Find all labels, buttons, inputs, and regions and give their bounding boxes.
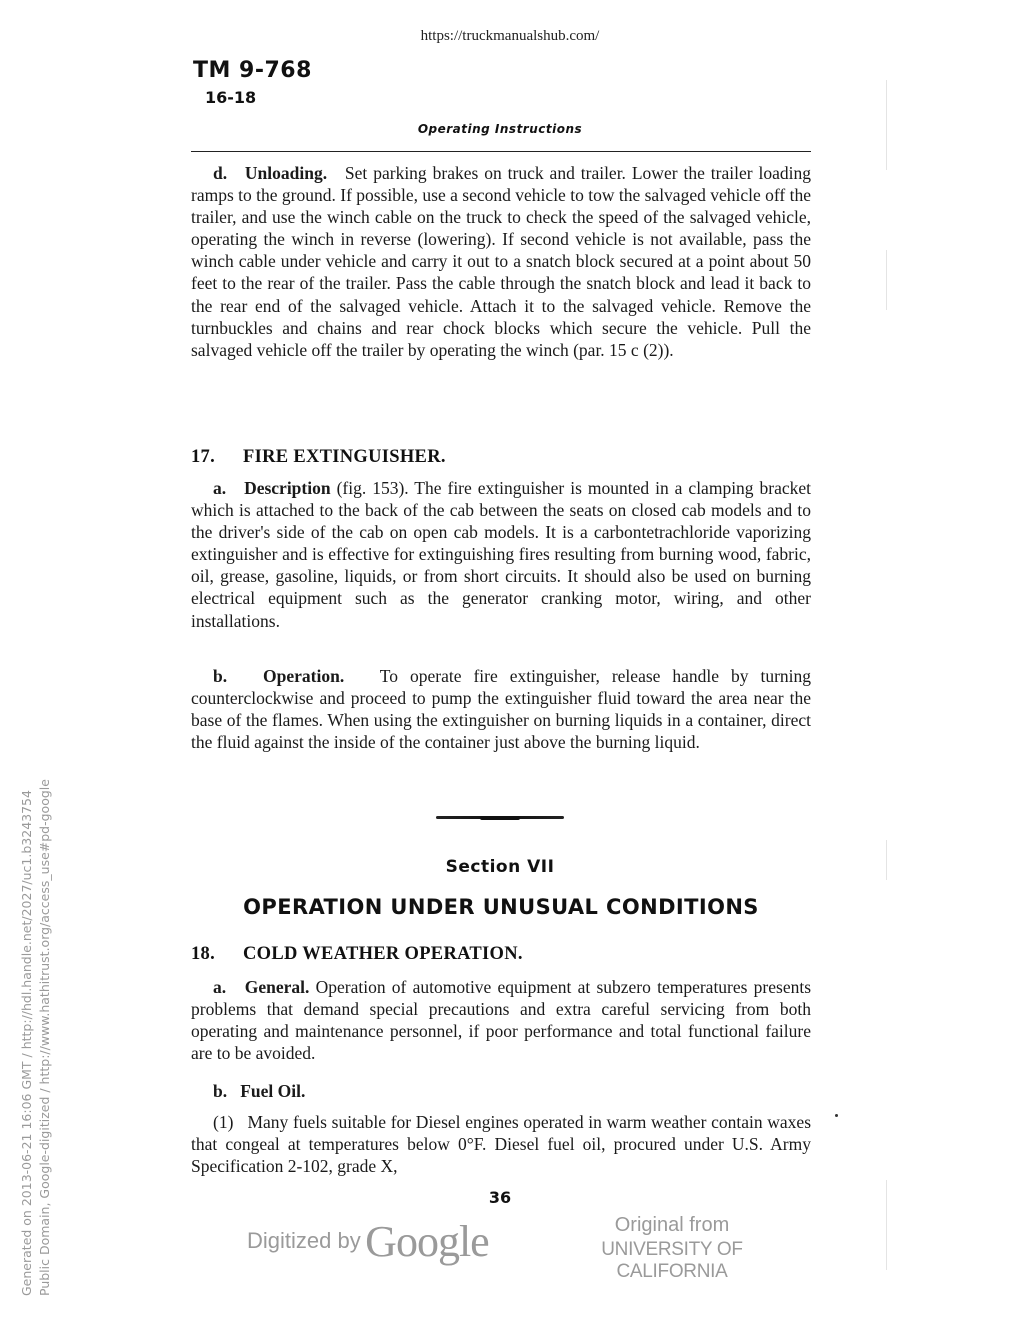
paragraph-general [191,976,811,1064]
original-from-watermark [557,1214,787,1283]
paragraph-fuel-oil [191,1080,811,1102]
description-title: Description [244,478,331,498]
description-label: a. [213,478,227,498]
sidebar-generated-note [18,776,62,1296]
fuel-oil-label: b. [213,1081,228,1101]
source-url: https://truckmanualshub.com/ [420,28,600,44]
section-label: Section VII [445,857,555,877]
heading-fire-extinguisher [191,447,446,468]
unloading-text: Set parking brakes on truck and trailer. Lower the trailer loading ramps to the ground. If possible, use a second vehicle to tow the salvaged vehicle off the trailer, and use the winch cable on the truck to check the speed of the salvaged vehicle, operating the winch in reverse (lowering). If second vehicle is not available, pass the winch cable under vehicle and carry it out to a snatch block secured at a point about 50 feet to the rear of the trailer. Pass the cable through the snatch block and lead it back to the rear end of the salvaged vehicle. Attach it to the salvaged vehicle. Remove the turnbuckles and chains and rear chock blocks which secure the vehicle. Pull the salvaged vehicle off the trailer by operating the winch (par. 15 c (2)). [191,163,811,360]
unloading-label: d. [213,163,228,183]
manual-number: TM 9-768 [193,58,312,83]
heading-cold-weather [191,944,523,965]
operation-title: Operation. [263,666,345,686]
section-divider [436,816,564,819]
sidebar-line-2: Public Domain, Google-digitized / http://www.hathitrust.org/access_use#pd-google [37,779,52,1296]
paragraph-range: 16-18 [205,88,257,107]
fuel-item-text: Many fuels suitable for Diesel engines operated in warm weather contain waxes that congeal at temperatures below 0°F. Diesel fuel oil, procured under U.S. Army Specification 2-102, grade X, [191,1112,812,1177]
original-from-text: Original from [614,1214,730,1236]
heading-number: 17. [191,447,216,467]
scan-edge-artifact [886,840,887,880]
paragraph-fuel-item-1 [191,1111,811,1177]
general-label: a. [213,977,227,997]
scan-speck [835,1114,838,1117]
heading-title: FIRE EXTINGUISHER. [243,447,446,467]
unloading-title: Unloading. [244,163,328,183]
paragraph-unloading [191,162,811,361]
fuel-oil-title: Fuel Oil. [240,1081,306,1101]
google-logo: Google [365,1217,489,1266]
scan-edge-artifact [886,250,887,310]
digitized-by-watermark [247,1216,489,1267]
description-text: (fig. 153). The fire extinguisher is mounted in a clamping bracket which is attached to the back of the cab between the seats on closed cab models and to the driver's side of the cab on open cab models. It is a carbontetrachloride vaporizing extinguisher and is effective for extinguishing fires resulting from burning wood, fabric, oil, grease, gasoline, liquids, or from short circuits. It should also be used on burning electrical equipment such as the generator cranking motor, wiring, and other installations. [191,478,812,631]
fuel-item-label: (1) [213,1112,234,1132]
header-rule [191,151,811,152]
running-head: Operating Instructions [417,122,583,136]
heading-title: COLD WEATHER OPERATION. [243,944,523,964]
digitized-by-text: Digitized by [247,1228,361,1253]
university-text: UNIVERSITY OF CALIFORNIA [601,1239,743,1282]
heading-number: 18. [191,944,216,964]
scan-edge-artifact [886,1180,887,1270]
paragraph-description [191,477,811,632]
section-title: OPERATION UNDER UNUSUAL CONDITIONS [243,895,759,919]
general-text: Operation of automotive equipment at subzero temperatures presents problems that demand special precautions and extra careful servicing from both operating and maintenance personnel, if poor performance and total functional failure are to be avoided. [191,977,812,1064]
operation-label: b. [213,666,228,686]
paragraph-operation [191,665,811,753]
general-title: General. [244,977,310,997]
page-number: 36 [488,1188,512,1207]
scan-edge-artifact [886,80,887,170]
operation-text: To operate fire extinguisher, release handle by turning counterclockwise and proceed to pump the extinguisher fluid toward the area near the base of the flames. When using the extinguisher on burning liquids in a container, direct the fluid against the inside of the container just above the burning liquid. [191,666,812,753]
sidebar-line-1: Generated on 2013-06-21 16:06 GMT / http://hdl.handle.net/2027/uc1.b3243754 [19,790,34,1296]
